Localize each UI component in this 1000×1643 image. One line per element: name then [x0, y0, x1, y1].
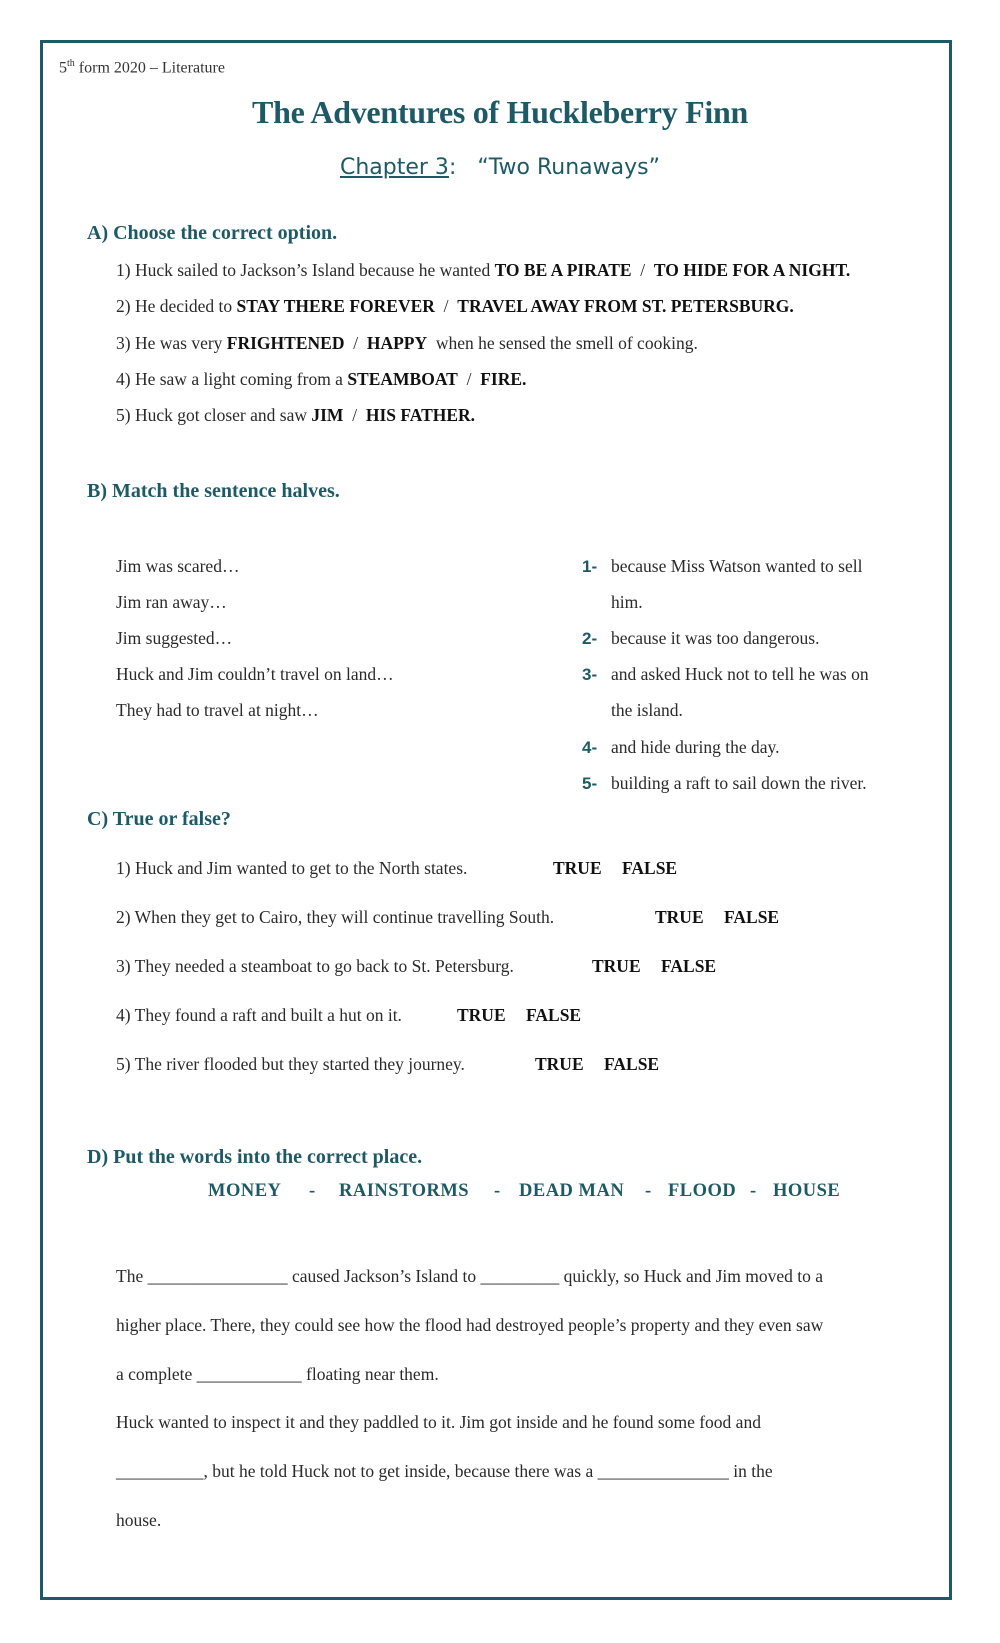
true-option: TRUE: [457, 1005, 506, 1025]
option-item: [116, 369, 526, 390]
false-option: FALSE: [724, 907, 780, 927]
section-b-heading: B) Match the sentence halves.: [87, 480, 340, 502]
word-bank-item: HOUSE: [773, 1181, 841, 1201]
fill-in-text-line: a complete ____________ floating near them.: [116, 1364, 439, 1384]
match-right-item: because Miss Watson wanted to sell: [611, 556, 863, 576]
chapter-heading: Chapter 3: “Two Runaways”: [339, 155, 661, 180]
option-separator: /: [631, 260, 654, 280]
match-right-item-cont: him.: [611, 592, 643, 612]
match-right-item: building a raft to sail down the river.: [611, 773, 867, 793]
false-option: FALSE: [622, 858, 678, 878]
form-note: 5th form 2020 – Literature: [59, 58, 225, 77]
section-d-heading: D) Put the words into the correct place.: [87, 1146, 423, 1168]
word-bank-item: DEAD MAN: [519, 1181, 625, 1201]
match-number: 5-: [582, 774, 598, 793]
word-bank-separator: -: [309, 1181, 316, 1201]
word-bank-item: FLOOD: [668, 1181, 737, 1201]
option-choice: STEAMBOAT: [347, 369, 458, 389]
chapter-name: “Two Runaways”: [477, 155, 661, 180]
match-left-item: Jim was scared…: [116, 556, 240, 576]
option-choice: STAY THERE FOREVER: [236, 296, 435, 316]
word-bank-item: MONEY: [208, 1181, 282, 1201]
true-false-statement: 4) They found a raft and built a hut on it.: [116, 1005, 402, 1025]
false-option: FALSE: [604, 1054, 660, 1074]
option-item: [116, 296, 794, 317]
false-option: FALSE: [661, 956, 717, 976]
option-item: [116, 333, 698, 354]
true-false-statement: 2) When they get to Cairo, they will continue travelling South.: [116, 907, 555, 927]
option-separator: /: [344, 333, 367, 353]
match-number: 3-: [582, 665, 598, 684]
true-option: TRUE: [535, 1054, 584, 1074]
match-right-item: and hide during the day.: [611, 737, 780, 757]
option-choice: TO BE A PIRATE: [494, 260, 632, 280]
match-left-item: Jim suggested…: [116, 628, 233, 648]
option-choice: JIM: [311, 405, 344, 425]
page-title: The Adventures of Huckleberry Finn: [252, 94, 748, 130]
option-separator: /: [434, 296, 458, 316]
option-text: when he sensed the smell of cooking.: [427, 333, 698, 353]
match-right-item-cont: the island.: [611, 700, 683, 720]
option-choice: HAPPY: [366, 333, 428, 353]
option-text: 3) He was very: [116, 333, 227, 353]
match-number: 4-: [582, 738, 598, 757]
option-text: 1) Huck sailed to Jackson’s Island because he wanted: [116, 260, 495, 280]
true-option: TRUE: [592, 956, 641, 976]
option-choice: FIRE.: [480, 369, 527, 389]
word-bank-item: RAINSTORMS: [339, 1181, 470, 1201]
option-choice: TRAVEL AWAY FROM ST. PETERSBURG.: [457, 296, 794, 316]
true-false-statement: 5) The river flooded but they started they journey.: [116, 1054, 465, 1074]
option-choice: HIS FATHER.: [365, 405, 476, 425]
chapter-label: Chapter 3: [339, 155, 449, 180]
option-item: [116, 405, 475, 426]
match-left-item: They had to travel at night…: [116, 700, 319, 720]
option-separator: /: [457, 369, 481, 389]
fill-in-text-line: The ________________ caused Jackson’s Island to _________ quickly, so Huck and Jim moved to a: [116, 1266, 824, 1286]
true-option: TRUE: [553, 858, 602, 878]
option-choice: TO HIDE FOR A NIGHT.: [653, 260, 851, 280]
word-bank-separator: -: [645, 1181, 652, 1201]
option-choice: FRIGHTENED: [226, 333, 345, 353]
option-separator: /: [343, 405, 366, 425]
match-left-item: Huck and Jim couldn’t travel on land…: [116, 664, 394, 684]
true-false-statement: 1) Huck and Jim wanted to get to the North states.: [116, 858, 468, 878]
match-left-item: Jim ran away…: [116, 592, 227, 612]
option-text: 4) He saw a light coming from a: [116, 369, 348, 389]
match-number: 1-: [582, 557, 598, 576]
match-right-item: and asked Huck not to tell he was on: [611, 664, 869, 684]
false-option: FALSE: [526, 1005, 582, 1025]
fill-in-text-line: Huck wanted to inspect it and they paddled to it. Jim got inside and he found some food and: [116, 1412, 761, 1432]
word-bank-separator: -: [750, 1181, 757, 1201]
option-text: 5) Huck got closer and saw: [116, 405, 312, 425]
section-a-heading: A) Choose the correct option.: [87, 222, 338, 244]
word-bank-separator: -: [494, 1181, 501, 1201]
true-option: TRUE: [655, 907, 704, 927]
option-text: 2) He decided to: [116, 296, 237, 316]
fill-in-text-line: __________, but he told Huck not to get inside, because there was a _______________ in the: [116, 1461, 773, 1481]
section-c-heading: C) True or false?: [87, 808, 231, 830]
option-item: [116, 260, 850, 281]
fill-in-text-line: house.: [116, 1510, 162, 1530]
match-number: 2-: [582, 629, 598, 648]
match-right-item: because it was too dangerous.: [611, 628, 820, 648]
true-false-statement: 3) They needed a steamboat to go back to St. Petersburg.: [116, 956, 514, 976]
fill-in-text-line: higher place. There, they could see how the flood had destroyed people’s property and they even saw: [116, 1315, 824, 1335]
